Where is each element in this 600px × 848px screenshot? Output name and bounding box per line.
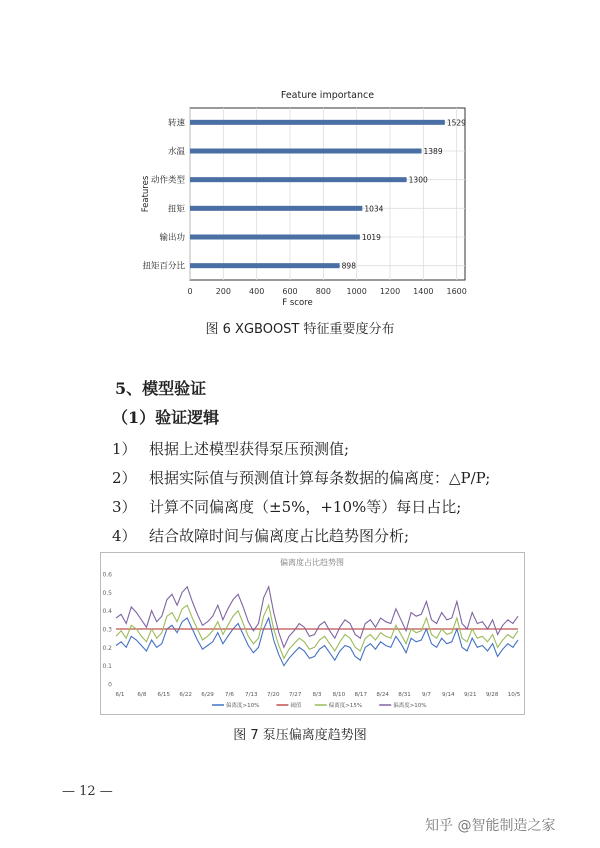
value-label: 1389 [423,147,443,156]
step-4 [112,525,409,546]
step-number: 3） [112,498,137,516]
plot-area [190,108,465,280]
step-number: 1） [112,440,137,458]
x-tick-label: 9/14 [442,692,455,698]
value-label: 1300 [408,175,428,185]
x-tick-label: 8/3 [312,692,322,698]
x-tick-label: 7/13 [245,692,258,698]
x-tick-label: 7/20 [266,692,280,698]
x-tick-label: 1400 [413,287,434,296]
value-label: 1034 [364,204,384,214]
x-tick-label: 1600 [446,287,467,296]
x-tick-label: 6/1 [115,692,125,698]
x-tick-label: 200 [215,287,231,296]
chart-title: 偏离度占比趋势图 [280,558,344,567]
legend-label: 偏离度>15% [328,703,363,709]
y-tick-label: 0 [108,681,112,689]
step-number: 2） [112,469,137,487]
x-tick-label: 9/28 [485,692,499,698]
category-label: 输出功 [159,233,185,243]
x-axis-label: F score [282,298,313,308]
x-tick-label: 6/29 [201,692,214,698]
x-tick-label: 10/5 [507,692,521,698]
y-tick-label: 0.4 [102,608,112,616]
step-text: 根据实际值与预测值计算每条数据的偏离度：△P/P; [149,469,491,487]
step-number: 4） [112,527,137,545]
category-label: 动作类型 [150,175,185,186]
figure-6-caption: 图 6 XGBOOST 特征重要度分布 [205,322,395,337]
legend-label: 偏离度>10% [226,703,260,709]
x-tick-label: 1000 [346,287,367,296]
legend-label: 阈值 [290,703,302,709]
bar [190,177,407,182]
value-label: 1529 [446,118,466,128]
category-label: 扭矩 [167,204,185,215]
value-label: 1019 [361,233,381,242]
y-tick-label: 0.6 [102,571,112,579]
y-tick-label: 0.5 [102,589,112,597]
x-tick-label: 800 [315,287,331,296]
y-tick-label: 0.3 [102,626,112,634]
bar [190,120,445,125]
x-tick-label: 8/17 [354,692,368,698]
x-tick-label: 600 [282,287,298,296]
x-tick-label: 1200 [379,287,401,296]
section-title: 5、模型验证 [115,379,207,398]
watermark: 知乎 @智能制造之家 [425,818,556,834]
x-tick-label: 7/6 [224,692,234,698]
bar [190,149,422,154]
y-axis-label: Features [141,175,151,213]
bar [190,235,360,240]
x-tick-label: 6/8 [137,692,147,698]
x-tick-label: 7/27 [288,692,302,698]
feature-importance-chart [140,80,470,310]
step-3 [112,496,461,517]
x-tick-label: 8/24 [376,692,389,698]
x-tick-label: 9/7 [421,692,431,698]
legend-label: 偏离度>10% [393,703,427,709]
step-1 [112,438,349,459]
x-tick-label: 6/15 [157,692,171,698]
y-tick-label: 0.2 [102,644,112,652]
category-label: 转速 [167,118,185,129]
section-subtitle: （1）验证逻辑 [112,408,220,427]
x-tick-label: 400 [249,287,265,296]
category-label: 扭矩百分比 [142,261,185,272]
chart-title: Feature importance [280,90,375,101]
value-label: 898 [341,261,356,271]
step-2 [112,467,490,488]
step-text: 结合故障时间与偏离度占比趋势图分析; [149,527,410,545]
x-tick-label: 9/21 [463,692,477,698]
deviation-trend-chart [100,552,525,715]
category-label: 水温 [167,147,185,157]
x-tick-label: 0 [187,287,193,296]
x-tick-label: 8/10 [332,692,346,698]
step-text: 根据上述模型获得泵压预测值; [149,440,350,458]
bar [190,263,340,268]
x-tick-label: 6/22 [179,692,192,698]
x-tick-label: 8/31 [398,692,411,698]
page-number: — 12 — [62,784,113,799]
y-tick-label: 0.1 [102,663,112,671]
figure-7-caption: 图 7 泵压偏离度趋势图 [233,728,367,743]
bar [190,206,362,211]
step-text: 计算不同偏离度（±5%，+10%等）每日占比; [149,498,462,516]
